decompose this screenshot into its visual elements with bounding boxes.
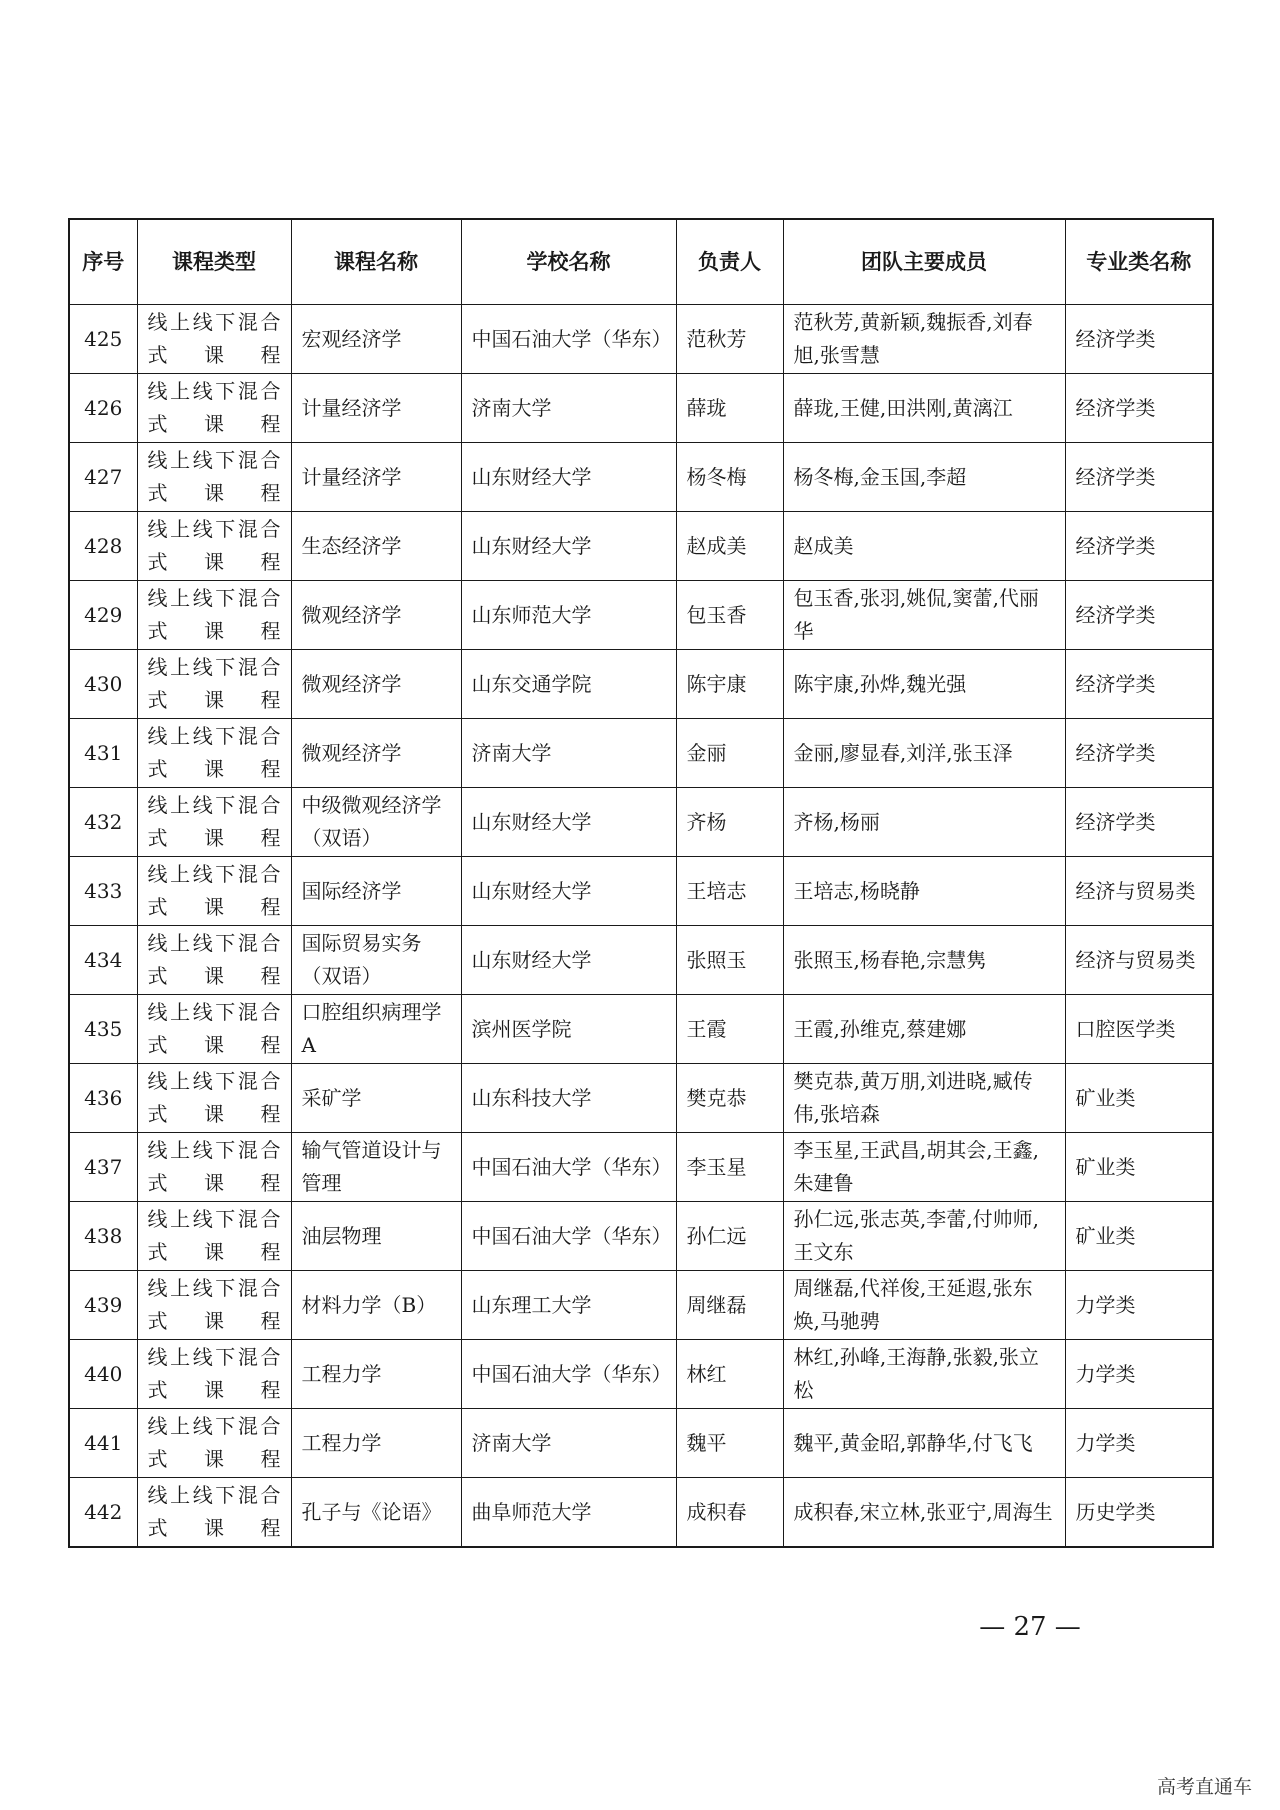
cell-course-type: 线上线下混合式课程 — [137, 581, 291, 650]
cell-school-name: 曲阜师范大学 — [461, 1478, 676, 1548]
cell-no: 425 — [69, 305, 137, 374]
table-row — [69, 926, 1213, 995]
cell-category: 力学类 — [1065, 1271, 1213, 1340]
table-row — [69, 443, 1213, 512]
cell-no: 440 — [69, 1340, 137, 1409]
cell-no: 429 — [69, 581, 137, 650]
table-row — [69, 719, 1213, 788]
cell-lead: 王培志 — [676, 857, 783, 926]
cell-team-members: 陈宇康,孙烨,魏光强 — [783, 650, 1065, 719]
table-row — [69, 581, 1213, 650]
cell-category: 经济学类 — [1065, 788, 1213, 857]
cell-category: 经济与贸易类 — [1065, 926, 1213, 995]
cell-lead: 樊克恭 — [676, 1064, 783, 1133]
cell-school-name: 山东师范大学 — [461, 581, 676, 650]
table-row — [69, 1409, 1213, 1478]
cell-course-type: 线上线下混合式课程 — [137, 1478, 291, 1548]
cell-team-members: 孙仁远,张志英,李蕾,付帅师,王文东 — [783, 1202, 1065, 1271]
cell-no: 438 — [69, 1202, 137, 1271]
table-row — [69, 1340, 1213, 1409]
cell-course-name: 生态经济学 — [291, 512, 461, 581]
cell-course-name: 工程力学 — [291, 1340, 461, 1409]
cell-team-members: 周继磊,代祥俊,王延遐,张东焕,马驰骋 — [783, 1271, 1065, 1340]
cell-course-name: 材料力学（B） — [291, 1271, 461, 1340]
cell-category: 经济学类 — [1065, 719, 1213, 788]
cell-course-name: 计量经济学 — [291, 374, 461, 443]
cell-team-members: 樊克恭,黄万朋,刘进晓,臧传伟,张培森 — [783, 1064, 1065, 1133]
cell-category: 历史学类 — [1065, 1478, 1213, 1548]
cell-lead: 金丽 — [676, 719, 783, 788]
cell-school-name: 山东理工大学 — [461, 1271, 676, 1340]
cell-team-members: 成积春,宋立林,张亚宁,周海生 — [783, 1478, 1065, 1548]
cell-course-type: 线上线下混合式课程 — [137, 443, 291, 512]
cell-course-type: 线上线下混合式课程 — [137, 512, 291, 581]
cell-no: 431 — [69, 719, 137, 788]
cell-lead: 包玉香 — [676, 581, 783, 650]
cell-course-name: 口腔组织病理学A — [291, 995, 461, 1064]
cell-team-members: 金丽,廖显春,刘洋,张玉泽 — [783, 719, 1065, 788]
cell-course-name: 输气管道设计与管理 — [291, 1133, 461, 1202]
cell-lead: 杨冬梅 — [676, 443, 783, 512]
cell-course-name: 工程力学 — [291, 1409, 461, 1478]
cell-course-name: 宏观经济学 — [291, 305, 461, 374]
table-row — [69, 1202, 1213, 1271]
cell-category: 经济学类 — [1065, 374, 1213, 443]
cell-team-members: 李玉星,王武昌,胡其会,王鑫,朱建鲁 — [783, 1133, 1065, 1202]
cell-category: 力学类 — [1065, 1409, 1213, 1478]
cell-lead: 陈宇康 — [676, 650, 783, 719]
cell-school-name: 济南大学 — [461, 1409, 676, 1478]
cell-course-type: 线上线下混合式课程 — [137, 1340, 291, 1409]
cell-course-name: 国际贸易实务（双语） — [291, 926, 461, 995]
cell-course-name: 微观经济学 — [291, 719, 461, 788]
cell-course-name: 微观经济学 — [291, 581, 461, 650]
cell-team-members: 齐杨,杨丽 — [783, 788, 1065, 857]
cell-course-type: 线上线下混合式课程 — [137, 926, 291, 995]
cell-course-name: 微观经济学 — [291, 650, 461, 719]
table-body — [69, 305, 1213, 1548]
cell-category: 经济学类 — [1065, 650, 1213, 719]
table-row — [69, 1064, 1213, 1133]
cell-team-members: 薛珑,王健,田洪刚,黄漓江 — [783, 374, 1065, 443]
cell-school-name: 山东财经大学 — [461, 788, 676, 857]
cell-course-type: 线上线下混合式课程 — [137, 1409, 291, 1478]
cell-course-type: 线上线下混合式课程 — [137, 1133, 291, 1202]
cell-team-members: 林红,孙峰,王海静,张毅,张立松 — [783, 1340, 1065, 1409]
cell-lead: 魏平 — [676, 1409, 783, 1478]
cell-no: 435 — [69, 995, 137, 1064]
course-table — [68, 218, 1214, 1548]
table-row — [69, 995, 1213, 1064]
cell-course-name: 孔子与《论语》 — [291, 1478, 461, 1548]
cell-no: 426 — [69, 374, 137, 443]
cell-lead: 齐杨 — [676, 788, 783, 857]
cell-course-type: 线上线下混合式课程 — [137, 1271, 291, 1340]
table-header — [69, 219, 1213, 305]
cell-school-name: 山东财经大学 — [461, 857, 676, 926]
header-row — [69, 219, 1213, 305]
header-cell-category: 专业类名称 — [1065, 219, 1213, 305]
cell-lead: 孙仁远 — [676, 1202, 783, 1271]
header-cell-no: 序号 — [69, 219, 137, 305]
cell-no: 441 — [69, 1409, 137, 1478]
cell-course-type: 线上线下混合式课程 — [137, 305, 291, 374]
cell-team-members: 王培志,杨晓静 — [783, 857, 1065, 926]
cell-school-name: 济南大学 — [461, 719, 676, 788]
cell-course-type: 线上线下混合式课程 — [137, 857, 291, 926]
cell-course-name: 计量经济学 — [291, 443, 461, 512]
cell-category: 口腔医学类 — [1065, 995, 1213, 1064]
cell-lead: 张照玉 — [676, 926, 783, 995]
cell-school-name: 中国石油大学（华东） — [461, 1202, 676, 1271]
cell-no: 437 — [69, 1133, 137, 1202]
cell-no: 436 — [69, 1064, 137, 1133]
cell-school-name: 山东财经大学 — [461, 443, 676, 512]
cell-no: 432 — [69, 788, 137, 857]
cell-school-name: 济南大学 — [461, 374, 676, 443]
cell-category: 矿业类 — [1065, 1202, 1213, 1271]
cell-school-name: 中国石油大学（华东） — [461, 1340, 676, 1409]
cell-school-name: 山东科技大学 — [461, 1064, 676, 1133]
cell-category: 经济学类 — [1065, 581, 1213, 650]
cell-course-type: 线上线下混合式课程 — [137, 650, 291, 719]
table-row — [69, 788, 1213, 857]
cell-lead: 范秋芳 — [676, 305, 783, 374]
cell-category: 经济学类 — [1065, 512, 1213, 581]
cell-course-type: 线上线下混合式课程 — [137, 1064, 291, 1133]
cell-course-type: 线上线下混合式课程 — [137, 788, 291, 857]
cell-category: 矿业类 — [1065, 1133, 1213, 1202]
cell-course-type: 线上线下混合式课程 — [137, 374, 291, 443]
page-number: — 27 — — [979, 1612, 1081, 1642]
cell-lead: 赵成美 — [676, 512, 783, 581]
cell-course-type: 线上线下混合式课程 — [137, 995, 291, 1064]
cell-team-members: 赵成美 — [783, 512, 1065, 581]
cell-course-name: 国际经济学 — [291, 857, 461, 926]
watermark: 高考直通车 — [1156, 1776, 1252, 1798]
cell-lead: 成积春 — [676, 1478, 783, 1548]
cell-team-members: 王霞,孙维克,蔡建娜 — [783, 995, 1065, 1064]
cell-course-name: 中级微观经济学（双语） — [291, 788, 461, 857]
cell-category: 矿业类 — [1065, 1064, 1213, 1133]
table-row — [69, 857, 1213, 926]
cell-lead: 林红 — [676, 1340, 783, 1409]
cell-course-type: 线上线下混合式课程 — [137, 719, 291, 788]
cell-team-members: 魏平,黄金昭,郭静华,付飞飞 — [783, 1409, 1065, 1478]
cell-category: 经济与贸易类 — [1065, 857, 1213, 926]
cell-team-members: 包玉香,张羽,姚侃,窦蕾,代丽华 — [783, 581, 1065, 650]
cell-lead: 周继磊 — [676, 1271, 783, 1340]
header-cell-team: 团队主要成员 — [783, 219, 1065, 305]
cell-school-name: 山东交通学院 — [461, 650, 676, 719]
cell-team-members: 杨冬梅,金玉国,李超 — [783, 443, 1065, 512]
table-row — [69, 1133, 1213, 1202]
header-cell-course: 课程名称 — [291, 219, 461, 305]
cell-no: 427 — [69, 443, 137, 512]
cell-team-members: 张照玉,杨春艳,宗慧隽 — [783, 926, 1065, 995]
table-row — [69, 305, 1213, 374]
cell-school-name: 滨州医学院 — [461, 995, 676, 1064]
cell-lead: 王霞 — [676, 995, 783, 1064]
cell-no: 433 — [69, 857, 137, 926]
cell-school-name: 山东财经大学 — [461, 512, 676, 581]
cell-lead: 李玉星 — [676, 1133, 783, 1202]
cell-no: 430 — [69, 650, 137, 719]
cell-team-members: 范秋芳,黄新颖,魏振香,刘春旭,张雪慧 — [783, 305, 1065, 374]
cell-category: 经济学类 — [1065, 443, 1213, 512]
cell-category: 力学类 — [1065, 1340, 1213, 1409]
cell-school-name: 中国石油大学（华东） — [461, 1133, 676, 1202]
header-cell-lead: 负责人 — [676, 219, 783, 305]
cell-no: 439 — [69, 1271, 137, 1340]
cell-lead: 薛珑 — [676, 374, 783, 443]
cell-no: 442 — [69, 1478, 137, 1548]
cell-no: 428 — [69, 512, 137, 581]
cell-no: 434 — [69, 926, 137, 995]
header-cell-type: 课程类型 — [137, 219, 291, 305]
table-row — [69, 650, 1213, 719]
table-row — [69, 1478, 1213, 1548]
table-row — [69, 512, 1213, 581]
table-row — [69, 1271, 1213, 1340]
header-cell-school: 学校名称 — [461, 219, 676, 305]
cell-course-type: 线上线下混合式课程 — [137, 1202, 291, 1271]
cell-category: 经济学类 — [1065, 305, 1213, 374]
cell-course-name: 采矿学 — [291, 1064, 461, 1133]
cell-course-name: 油层物理 — [291, 1202, 461, 1271]
cell-school-name: 山东财经大学 — [461, 926, 676, 995]
cell-school-name: 中国石油大学（华东） — [461, 305, 676, 374]
table-row — [69, 374, 1213, 443]
